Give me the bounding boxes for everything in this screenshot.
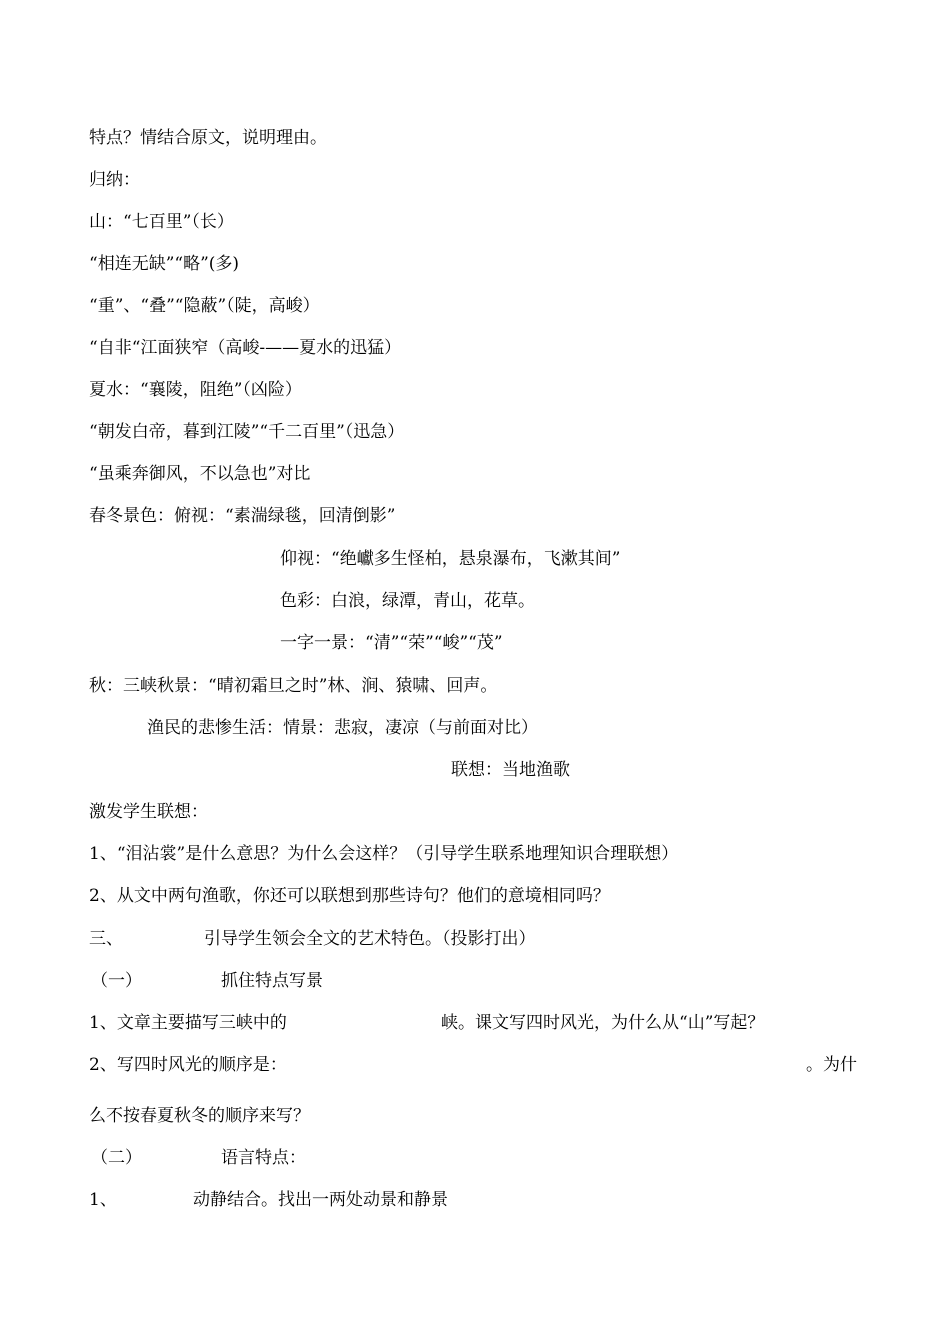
text-line: 渔民的悲惨生活：情景：悲寂，凄凉（与前面对比） (147, 718, 538, 738)
subsection-heading: 语言特点： (221, 1148, 306, 1168)
text-line: 山：“七百里”（长） (89, 212, 234, 232)
text-line: “自非“江面狭窄（高峻-——夏水的迅猛） (89, 338, 402, 358)
text-line: “虽乘奔御风，不以急也”对比 (89, 464, 311, 484)
section-number: 三、 (89, 929, 123, 949)
text-line: 夏水：“襄陵，阻绝”（凶险） (89, 380, 302, 400)
list-number: 1、 (89, 1190, 117, 1210)
text-line: 春冬景色：俯视：“素湍绿毯，回清倒影” (89, 506, 396, 526)
text-line: 归纳： (89, 170, 140, 190)
subsection-number: （二） (91, 1148, 142, 1168)
text-line: 动静结合。找出一两处动景和静景 (193, 1190, 448, 1210)
text-line: 特点？情结合原文，说明理由。 (89, 128, 327, 148)
text-line: 仰视：“绝巘多生怪柏，悬泉瀑布，飞漱其间” (280, 549, 621, 569)
text-line: 秋：三峡秋景：“晴初霜旦之时”林、涧、猿啸、回声。 (89, 676, 498, 696)
text-line: 么不按春夏秋冬的顺序来写？ (89, 1106, 310, 1126)
text-line: “相连无缺”“略”(多) (89, 254, 240, 274)
text-line: 一字一景：“清”“荣”“峻”“茂” (280, 633, 503, 653)
text-line: “重”、“叠”“隐蔽”（陡，高峻） (89, 296, 320, 316)
section-heading: 引导学生领会全文的艺术特色。（投影打出） (204, 929, 536, 949)
text-line: 1、“泪沾裳”是什么意思？为什么会这样？（引导学生联系地理知识合理联想） (89, 844, 679, 864)
subsection-number: （一） (91, 971, 142, 991)
subsection-heading: 抓住特点写景 (221, 971, 323, 991)
text-line: 色彩：白浪，绿潭，青山，花草。 (280, 591, 535, 611)
text-line: 联想：当地渔歌 (451, 760, 570, 780)
text-line: 2、写四时风光的顺序是： (89, 1055, 287, 1075)
text-line: 峡。课文写四时风光，为什么从“山”写起？ (441, 1013, 765, 1033)
text-line: 。为什 (806, 1055, 857, 1075)
text-line: 1、文章主要描写三峡中的 (89, 1013, 287, 1033)
text-line: “朝发白帝，暮到江陵”“千二百里”（迅急） (89, 422, 405, 442)
text-line: 激发学生联想： (89, 802, 208, 822)
text-line: 2、从文中两句渔歌，你还可以联想到那些诗句？他们的意境相同吗？ (89, 886, 610, 906)
